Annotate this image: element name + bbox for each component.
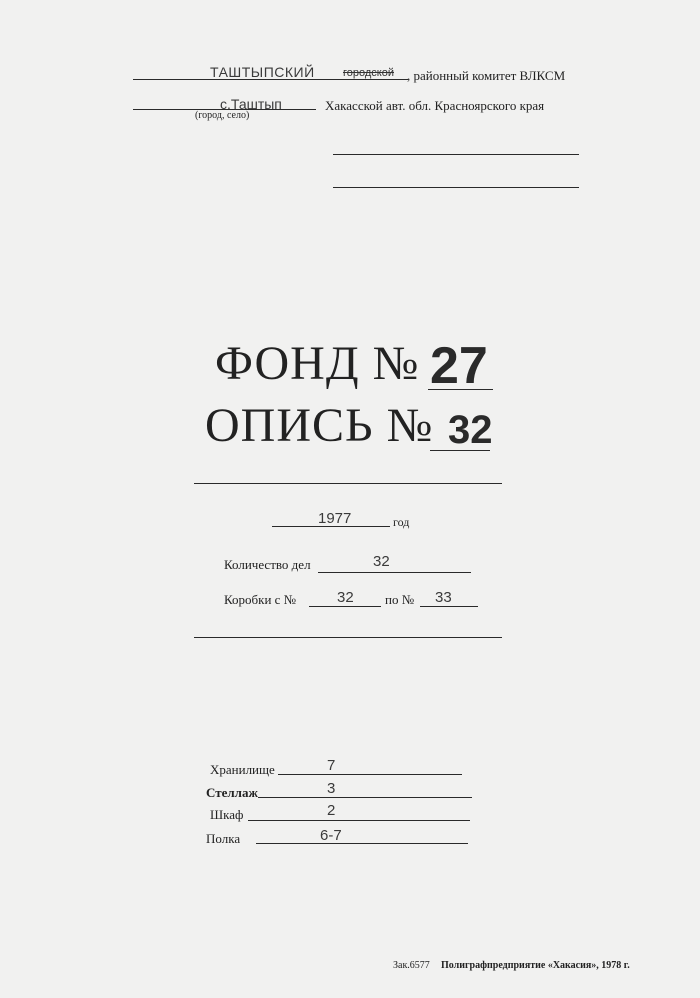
region-label: Хакасской авт. обл. Красноярского края xyxy=(325,98,545,113)
boxes-from-value: 32 xyxy=(337,589,354,606)
opis-number: 32 xyxy=(448,408,493,452)
blank-line-2 xyxy=(333,187,579,188)
section-divider-bottom xyxy=(194,637,502,638)
crossed-out-word: городской xyxy=(343,67,394,79)
footer-printing-house: Полиграфпредприятие «Хакасия», 1978 г. xyxy=(441,960,630,971)
boxes-to-line xyxy=(420,606,478,607)
city-value: с.Таштып xyxy=(220,96,282,112)
opis-number-line xyxy=(430,450,490,451)
section-divider-top xyxy=(194,483,502,484)
boxes-to-value: 33 xyxy=(435,589,452,606)
fond-number: 27 xyxy=(430,337,488,395)
committee-label: , районный комитет ВЛКСМ xyxy=(407,68,566,83)
opis-label: ОПИСЬ № xyxy=(205,399,434,452)
fond-number-line xyxy=(428,389,493,390)
cases-count-label: Количество дел xyxy=(224,557,311,572)
cases-count-line xyxy=(318,572,471,573)
boxes-to-label: по № xyxy=(385,592,415,607)
shelf-value: 6-7 xyxy=(320,827,342,844)
year-label: год xyxy=(393,515,410,529)
cabinet-line xyxy=(248,820,470,821)
year-value: 1977 xyxy=(318,510,352,527)
boxes-from-line xyxy=(309,606,381,607)
vault-line xyxy=(278,774,462,775)
blank-line-1 xyxy=(333,154,579,155)
boxes-label: Коробки с № xyxy=(224,592,297,607)
cases-count-value: 32 xyxy=(373,553,390,570)
cabinet-value: 2 xyxy=(327,802,336,819)
fond-label: ФОНД № xyxy=(215,337,420,390)
shelf-label: Полка xyxy=(206,831,241,846)
vault-label: Хранилище xyxy=(210,762,275,777)
rack-value: 3 xyxy=(327,780,336,797)
rack-label: Стеллаж xyxy=(206,785,258,800)
cabinet-label: Шкаф xyxy=(210,807,244,822)
footer-order-number: Зак.6577 xyxy=(393,960,430,971)
district-name: ТАШТЫПСКИЙ xyxy=(210,64,315,80)
city-hint: (город, село) xyxy=(195,110,250,121)
vault-value: 7 xyxy=(327,757,336,774)
rack-line xyxy=(258,797,472,798)
shelf-line xyxy=(256,843,468,844)
